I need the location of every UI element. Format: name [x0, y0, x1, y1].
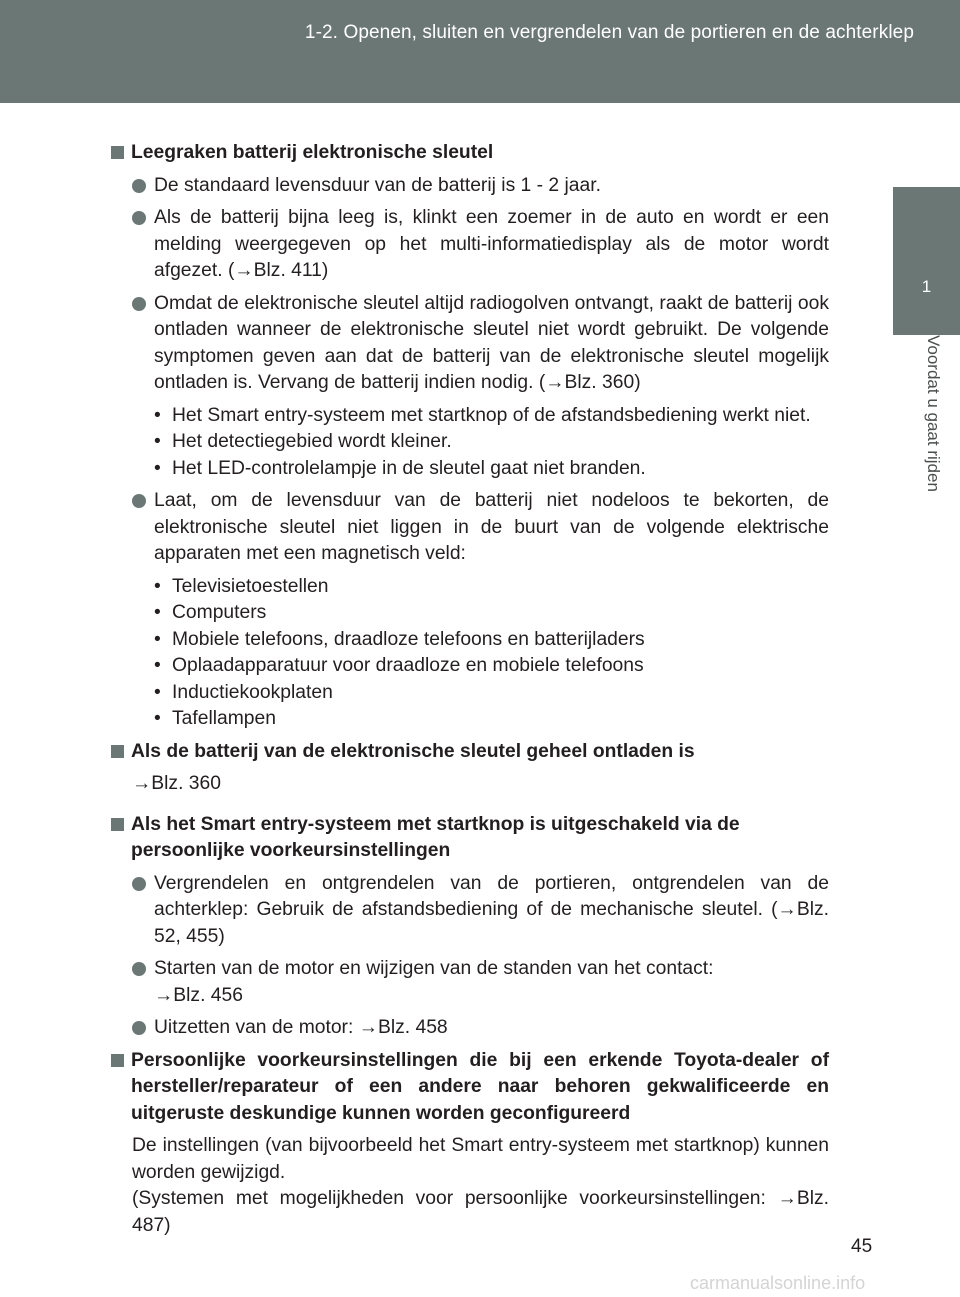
square-bullet-icon: [111, 1054, 124, 1067]
sub-list-item: • Televisietoestellen: [154, 575, 329, 597]
round-bullet-icon: [132, 297, 146, 311]
round-bullet-icon: [132, 211, 146, 225]
chapter-number: 1: [921, 277, 932, 296]
square-bullet-icon: [111, 745, 124, 758]
list-item: Laat, om de levensduur van de batterij niet nodeloos te bekorten, de elektronische sleutel niet liggen in de buurt van de volgende elektrische apparaten met een magnetisch veld:: [109, 488, 829, 568]
sub-list-item: • Het detectiegebied wordt kleiner.: [154, 431, 452, 452]
sub-list-item: • Tafellampen: [154, 708, 276, 729]
chapter-tab: [893, 187, 960, 335]
header-bar: [0, 0, 960, 103]
body-paragraph: De instellingen (van bijvoorbeeld het Smart entry-systeem met startknop) kunnen worden gewijzigd.: [132, 1135, 829, 1183]
sub-list-item: • Oplaadapparatuur voor draadloze en mobiele telefoons: [154, 655, 644, 676]
round-bullet-icon: [132, 1021, 146, 1035]
body-paragraph: (Systemen met mogelijkheden voor persoonlijke voorkeursinstellingen: →Blz. 487): [132, 1188, 829, 1236]
square-bullet-icon: [111, 146, 124, 159]
list-item: Uitzetten van de motor: →Blz. 458: [109, 1015, 829, 1042]
section-heading: Als de batterij van de elektronische sleutel geheel ontladen is: [109, 739, 829, 766]
list-item: Vergrendelen en ontgrendelen van de portieren, ontgrendelen van de achterklep: Gebruik de afstandsbediening of de mechanische sleutel. (→Blz. 52, 455): [109, 871, 829, 951]
list-item: Omdat de elektronische sleutel altijd radiogolven ontvangt, raakt de batterij ook ontladen wanneer de elektronische sleutel niet wordt gebruikt. De volgende symptomen geven aan dat de batterij van de elektronische sleutel mogelijk ontladen is. Vervang de batterij indien nodig. (→Blz. 360): [109, 291, 829, 397]
chapter-tab-label: Voordat u gaat rijden: [924, 335, 943, 492]
square-bullet-icon: [111, 818, 124, 831]
round-bullet-icon: [132, 877, 146, 891]
sub-list-item: • Inductiekookplaten: [154, 681, 333, 703]
sub-list-item: • Het Smart entry-systeem met startknop of de afstandsbediening werkt niet.: [154, 404, 811, 426]
round-bullet-icon: [132, 962, 146, 976]
list-item: De standaard levensduur van de batterij is 1 - 2 jaar.: [109, 173, 829, 200]
list-item: Starten van de motor en wijzigen van de standen van het contact: →Blz. 456: [109, 956, 829, 1009]
list-item: Als de batterij bijna leeg is, klinkt een zoemer in de auto en wordt er een melding weergegeven op het multi-informatiedisplay als de motor wordt afgezet. (→Blz. 411): [109, 205, 829, 285]
page-number: 45: [851, 1236, 873, 1257]
round-bullet-icon: [132, 179, 146, 193]
sub-list-item: • Het LED-controlelampje in de sleutel gaat niet branden.: [154, 457, 646, 479]
sub-list-item: • Mobiele telefoons, draadloze telefoons en batterijladers: [154, 628, 645, 650]
page-content: [109, 140, 829, 1239]
chapter-title: 1-2. Openen, sluiten en vergrendelen van de portieren en de achterklep: [304, 22, 914, 43]
round-bullet-icon: [132, 494, 146, 508]
watermark: carmanualsonline.info: [690, 1273, 866, 1293]
section-heading: Leegraken batterij elektronische sleutel: [109, 140, 829, 167]
section-heading: Persoonlijke voorkeursinstellingen die bij een erkende Toyota-dealer of hersteller/reparateur of een andere naar behoren gekwalificeerde en uitgeruste deskundige kunnen worden geconfigureerd: [109, 1048, 829, 1128]
section-heading: Als het Smart entry-systeem met startknop is uitgeschakeld via de persoonlijke voorkeursinstellingen: [109, 812, 829, 865]
sub-list-item: • Computers: [154, 602, 267, 623]
page-reference: →Blz. 360: [132, 773, 221, 794]
